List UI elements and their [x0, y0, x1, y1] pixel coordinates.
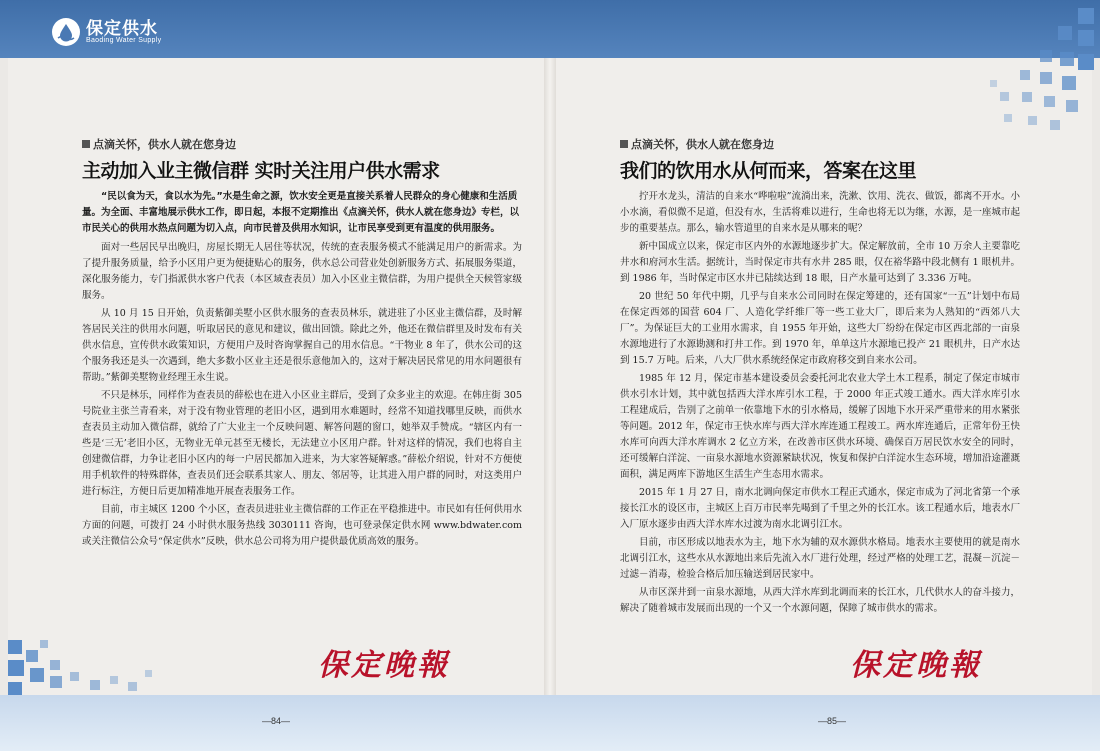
page-number-left: —84—: [262, 716, 291, 726]
column-tag: [620, 136, 1020, 152]
newspaper-stamp: 保定晚報: [318, 648, 450, 683]
article-paragraph: 面对一些居民早出晚归，房屋长期无人居住等状况，传统的查表服务模式不能满足用户的新需求。为了提升服务质量，给予小区用户更为便捷贴心的服务，供水总公司营业处创新服务方式、拓展服务渠道，深化服务能力，专门指派供水客户代表（本区域查表员）加入小区业主微信群，为用户提供全天候管家级服务。: [82, 242, 522, 301]
article-paragraph: 从市区深井到一亩泉水源地，从西大洋水库到北调而来的长江水，几代供水人的奋斗接力，解决了随着城市发展而出现的一个又一个水源问题，保障了城市供水的需求。: [620, 587, 1020, 614]
article-paragraph: 新中国成立以来，保定市区内外的水源地逐步扩大。保定解放前，全市 10 万余人主要靠吃井水和府河水生活。据统计，当时保定市共有水井 285 眼，仅在裕华路中段北侧有 1 眼机井。到 1986 年，当时保定市区水井已陆续达到 18 眼，日产水量可达到了 3.336 万吨。: [620, 241, 1020, 284]
article-paragraph: 从 10 月 15 日开始，负责紫御美墅小区供水服务的查表员林乐，就进驻了小区业主微信群，及时解答居民关注的供用水问题，听取居民的意见和建议，做出回馈。除此之外，他还在微信群里及时发布有关供水信息，宣传供水政策知识，方便用户及时咨询掌握自己的用水信息。“干物业 8 年了，供水公司的这个服务我还是头一次遇到，绝大多数小区业主还是很乐意他加入的，这对于解决居民常见的用水问题很有帮助。”紫御美墅物业经理王永生说。: [82, 308, 522, 383]
article-paragraph: 20 世纪 50 年代中期，几乎与自来水公司同时在保定筹建的，还有国家“一五”计划中布局在保定西郊的国营 604 厂、人造化学纤维厂等一些工业大厂，即后来为人熟知的“西郊八大厂”。为保证巨大的工业用水需求，自 1955 年开始，这些大厂纷纷在保定市区西北部的一亩泉水源地进行了水源勘测和打井工作。到 1970 年，单单这片水源地已投产 21 眼机井，日产水达到 15.7 万吨。后来，八大厂供水系统经保定市政府移交到自来水公司。: [620, 291, 1020, 366]
article-paragraph: 目前，市主城区 1200 个小区，查表员进驻业主微信群的工作正在平稳推进中。市民如有任何供用水方面的问题，可拨打 24 小时供水服务热线 3030111 咨询，也可登录保定供水网 www.bdwater.com 或关注微信公众号“保定供水”反映，供水总公司将为用户提供最优质高效的服务。: [82, 504, 522, 547]
top-banner: [0, 0, 1100, 58]
article-lead: “民以食为天，食以水为先。”水是生命之源，饮水安全更是直接关系着人民群众的身心健康和生活质量。为全面、丰富地展示供水工作，即日起，本报不定期推出《点滴关怀，供水人就在您身边》专栏，以市民关心的供用水热点问题为切入点，向市民普及供用水知识，让市民享受到更有温度的供用服务。: [82, 191, 520, 234]
water-drop-icon: [52, 18, 80, 46]
article-headline: 我们的饮用水从何而来，答案在这里: [620, 160, 917, 182]
column-tag-text: 点滴关怀，供水人就在您身边: [93, 139, 236, 151]
article-paragraph: 目前，市区形成以地表水为主，地下水为辅的双水源供水格局。地表水主要使用的就是南水北调引江水，这些水从水源地出来后先流入水厂进行处理，经过严格的处理工艺，混凝－沉淀－过滤－消毒，检验合格后加压输送到居民家中。: [620, 537, 1020, 580]
bottom-banner: [0, 695, 1100, 751]
page-number-right: —85—: [818, 716, 847, 726]
article-paragraph: 1985 年 12 月，保定市基本建设委员会委托河北农业大学土木工程系，制定了保定市城市供水引水计划，其中就包括西大洋水库引水工程，于 2000 年正式竣工通水。西大洋水库引水工程建成后，告别了之前单一依靠地下水的引水格局，缓解了因地下水开采严重带来的用水紧张等问题。2012 年，保定市王快水库与西大洋水库连通工程竣工。两水库连通后，正常年份王快水库可向西大洋水库调水 2 亿立方米，在改善市区供水环境、确保百万居民饮水安全的同时，还可缓解白洋淀、一亩泉水源地水资源紧缺状况，恢复和保护白洋淀水生态环境，增加沿途灌溉面积，满足两库下游地区生活生产生态用水需求。: [620, 373, 1020, 480]
right-article: [620, 136, 1020, 619]
brand-logo: [52, 18, 161, 46]
brand-name-en: Baoding Water Supply: [86, 36, 162, 44]
newspaper-stamp: 保定晚報: [850, 648, 982, 683]
article-paragraph: 2015 年 1 月 27 日，南水北调向保定市供水工程正式通水，保定市成为了河北省第一个承接长江水的设区市，主城区上百万市民率先喝到了千里之外的长江水。该工程通水后，地表水厂入厂原水逐步由西大洋水库水过渡为南水北调引江水。: [620, 487, 1020, 530]
article-headline: 主动加入业主微信群 实时关注用户供水需求: [82, 160, 440, 182]
brand-name-cn: 保定供水: [86, 18, 158, 39]
left-article: [82, 136, 522, 552]
column-tag-text: 点滴关怀，供水人就在您身边: [631, 139, 774, 151]
column-tag: [82, 136, 522, 152]
article-paragraph: 不只是林乐，同样作为查表员的薛松也在进入小区业主群后，受到了众多业主的欢迎。在韩庄街 305 号院业主张兰青看来，对于没有物业管理的老旧小区，遇到用水难题时，经常不知道找哪里反映，而供水查表员主动加入微信群，就给了广大业主一个反映问题、解答问题的窗口，她举双手赞成。“辖区内有一些是‘三无’老旧小区，无物业无单元甚至无楼长，无法建立小区用户群。针对这样的情况，我们也将自主创建微信群，力争让老旧小区内的每一户居民都加入进来，为大家答疑解惑。”薛松介绍说，针对不方便使用手机软件的特殊群体，查表员们还会联系其家人、朋友、邻居等，让其进入用户群的同时，对这类用户进行标注，方便日后更加精准地开展查表服务工作。: [82, 390, 522, 497]
article-paragraph: 拧开水龙头，清洁的自来水“哗啦啦”流淌出来，洗漱、饮用、洗衣、做饭，都离不开水。小小水滴，看似微不足道，但没有水，生活将难以进行，生命也将无以为继，水源，是一座城市起步的重要基点。那么，输水管道里的自来水是从哪来的呢？: [620, 191, 1020, 234]
page-gutter: [544, 58, 556, 708]
